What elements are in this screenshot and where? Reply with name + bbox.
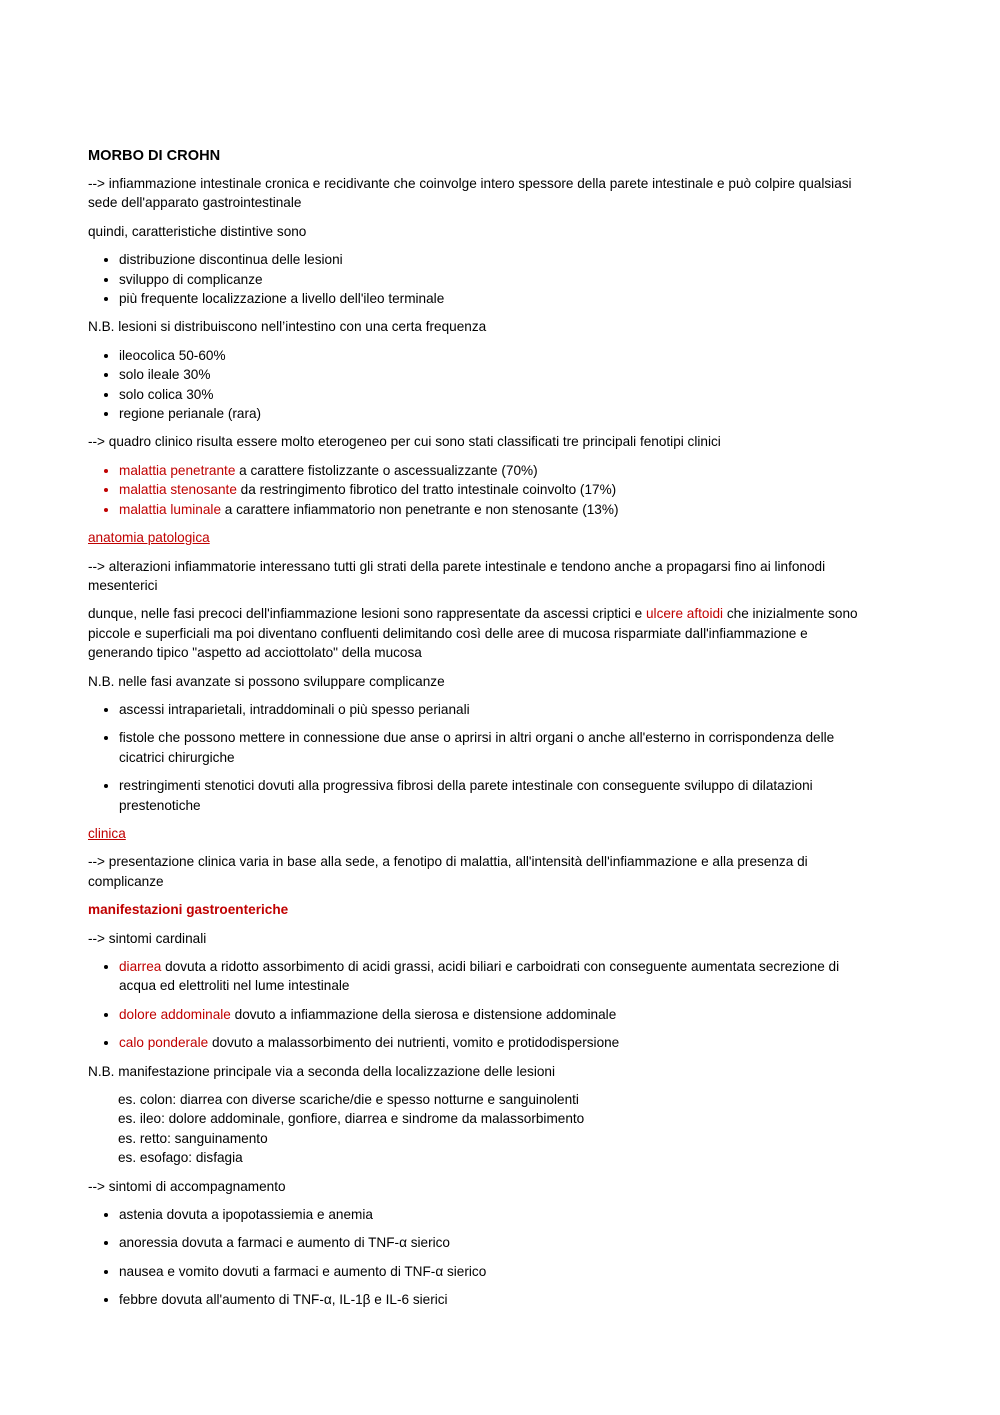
features-list — [88, 250, 870, 308]
symptom-term: dolore addominale — [119, 1006, 231, 1022]
symptom-desc: dovuto a malassorbimento dei nutrienti, vomito e protidodispersione — [208, 1035, 620, 1051]
example-line: es. colon: diarrea con diverse scariche/die e spesso notturne e sanguinolenti — [118, 1092, 579, 1108]
accompanying-list — [88, 1205, 870, 1310]
phenotype-term: malattia stenosante — [119, 482, 237, 498]
page-title: MORBO DI CROHN — [88, 148, 221, 164]
anatomy-heading: anatomia patologica — [88, 530, 210, 546]
symptom-desc: dovuta a ridotto assorbimento di acidi grassi, acidi biliari e carboidrati con conseguente aumentata secrezione di acqua ed elettroliti nel lume intestinale — [119, 959, 840, 994]
clinic-heading: clinica — [88, 825, 126, 841]
phenotype-desc: da restringimento fibrotico del tratto intestinale coinvolto (17%) — [236, 482, 617, 498]
complications-list — [88, 700, 870, 815]
ulcer-term: ulcere aftoidi — [645, 606, 724, 622]
anatomy-text-b: che inizialmente sono piccole e superficiali ma poi diventano confluenti delimitando così delle aree di mucosa risparmiate dall'infiammazione e generando tipico "aspetto ad acciottolato" della mucosa — [88, 606, 858, 661]
anatomy-paragraph-2 — [88, 604, 870, 662]
list-item: • astenia dovuta a ipopotassiemia e anemia — [119, 1205, 870, 1224]
example-line: es. retto: sanguinamento — [118, 1130, 268, 1146]
phenotype-desc: a carattere infiammatorio non penetrante e non stenosante (13%) — [221, 501, 619, 517]
list-item: • nausea e vomito dovuti a farmaci e aumento di TNF-α sierico — [119, 1262, 870, 1281]
list-item — [119, 1005, 870, 1024]
list-item: • restringimenti stenotici dovuti alla progressiva fibrosi della parete intestinale con conseguente sviluppo di dilatazioni prestenotiche — [119, 776, 870, 815]
list-item: • ileocolica 50-60% — [119, 346, 870, 365]
cardinal-list — [88, 957, 870, 1053]
list-item: • anoressia dovuta a farmaci e aumento di TNF-α sierico — [119, 1233, 870, 1252]
phenotype-term: malattia luminale — [119, 501, 221, 517]
cardinal-lead: --> sintomi cardinali — [88, 930, 207, 946]
symptom-term: diarrea — [119, 959, 162, 974]
accompanying-lead: --> sintomi di accompagnamento — [88, 1178, 286, 1194]
list-item — [119, 1033, 870, 1052]
list-item: • sviluppo di complicanze — [119, 270, 870, 289]
phenotype-term: malattia penetrante — [119, 462, 236, 478]
list-item — [119, 500, 870, 519]
list-item — [119, 957, 870, 996]
list-item — [119, 480, 870, 499]
phenotypes-list — [88, 461, 870, 519]
list-item: • solo colica 30% — [119, 385, 870, 404]
list-item: • solo ileale 30% — [119, 365, 870, 384]
gastro-heading: manifestazioni gastroenteriche — [88, 902, 289, 918]
symptom-desc: dovuto a infiammazione della sierosa e distensione addominale — [230, 1006, 617, 1022]
list-item: • ascessi intraparietali, intraddominali o più spesso perianali — [119, 700, 870, 719]
intro-paragraph: --> infiammazione intestinale cronica e recidivante che coinvolge intero spessore della parete intestinale e può colpire qualsiasi sede dell'apparato gastrointestinale — [88, 176, 852, 211]
example-line: es. esofago: disfagia — [118, 1150, 243, 1166]
list-item — [119, 461, 870, 480]
features-lead: quindi, caratteristiche distintive sono — [88, 223, 307, 239]
phenotype-desc: a carattere fistolizzante o ascessualizzante (70%) — [235, 462, 538, 478]
symptom-term: calo ponderale — [119, 1035, 209, 1051]
anatomy-text-a: dunque, nelle fasi precoci dell'infiammazione lesioni sono rappresentate da ascessi criptici e — [88, 606, 646, 622]
distribution-list — [88, 346, 870, 424]
complications-lead: N.B. nelle fasi avanzate si possono sviluppare complicanze — [88, 673, 445, 689]
list-item: • distribuzione discontinua delle lesioni — [119, 250, 870, 269]
list-item: • febbre dovuta all'aumento di TNF-α, IL-1β e IL-6 sierici — [119, 1290, 870, 1309]
anatomy-paragraph-1: --> alterazioni infiammatorie interessano tutti gli strati della parete intestinale e tendono anche a propagarsi fino ai linfonodi mesenterici — [88, 558, 826, 593]
example-line: es. ileo: dolore addominale, gonfiore, diarrea e sindrome da malassorbimento — [118, 1111, 585, 1127]
list-item: • fistole che possono mettere in connessione due anse o aprirsi in altri organi o anche all'esterno in corrispondenza delle cicatrici chirurgiche — [119, 728, 870, 767]
phenotypes-lead: --> quadro clinico risulta essere molto eterogeneo per cui sono stati classificati tre principali fenotipi clinici — [88, 434, 721, 450]
list-item: • più frequente localizzazione a livello dell'ileo terminale — [119, 289, 870, 308]
list-item: • regione perianale (rara) — [119, 404, 870, 423]
localization-examples — [88, 1090, 870, 1168]
distribution-lead: N.B. lesioni si distribuiscono nell’intestino con una certa frequenza — [88, 319, 487, 335]
clinic-paragraph: --> presentazione clinica varia in base alla sede, a fenotipo di malattia, all'intensità dell'infiammazione e alla presenza di complicanze — [88, 854, 808, 889]
localization-lead: N.B. manifestazione principale via a seconda della localizzazione delle lesioni — [88, 1063, 555, 1079]
